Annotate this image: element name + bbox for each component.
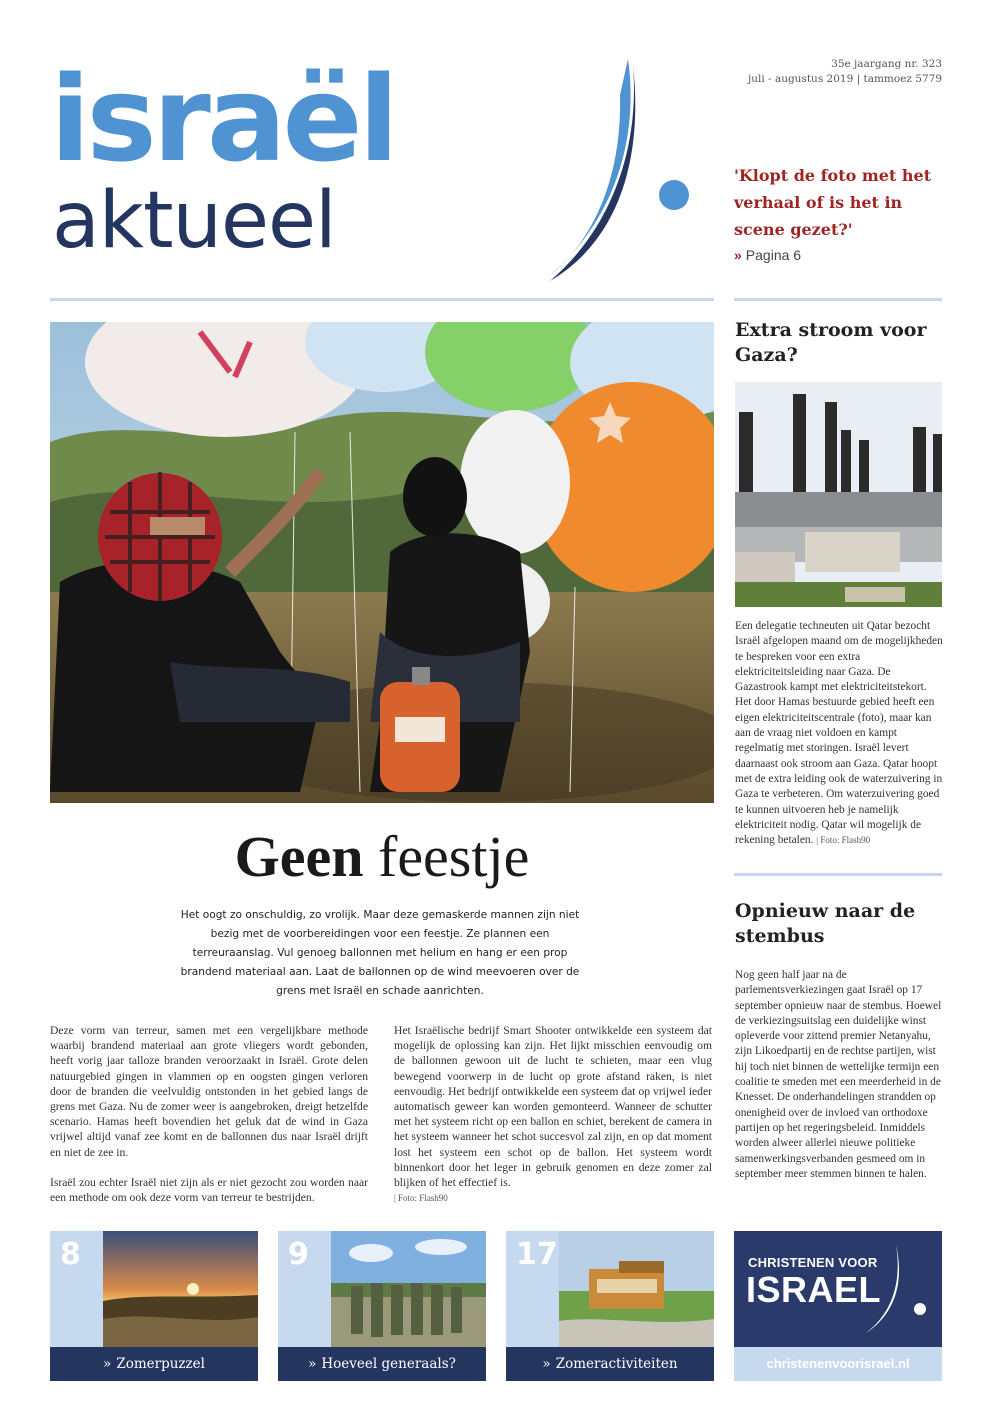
issue-date: juli - augustus 2019 | tammoez 5779 (747, 73, 942, 85)
sidebar-divider-middle (734, 873, 942, 876)
christenen-voor-israel-ad[interactable] (734, 1231, 942, 1381)
sidebar-story2-title: Opnieuw naar de stembus (735, 900, 916, 947)
lead-col1-paragraph-2: Israël zou echter Israël niet zijn als er niet gezocht zou worden naar een methode om ook deze vorm van terreur te bestrijden. (50, 1175, 368, 1205)
chevron-right-icon: » (308, 1356, 317, 1372)
chevron-right-icon: » (542, 1356, 551, 1372)
balloons-photo (50, 322, 714, 803)
teaser-box-zomeractiviteiten[interactable] (506, 1231, 714, 1381)
lead-column-1 (50, 1023, 368, 1205)
lead-intro: Het oogt zo onschuldig, zo vrolijk. Maar deze gemaskerde mannen zijn niet bezig met de voorbereidingen voor een feestje. Ze plannen een terreuraanslag. Vul genoeg ballonnen met helium en hang er een prop brandend materiaal aan. Laat de ballonnen op de wind meevoeren over de grens met Israël en schade aanrichten. (180, 909, 580, 997)
logo-swoosh-icon (540, 55, 700, 285)
sidebar-story2-text: Nog geen half jaar na de parlementsverkiezingen gaat Israël op 17 september opnieuw naar de stembus. Hoewel de verkiezingsuitslag een duidelijke winst opleverde voor zittend premier Netanyahu, zijn Likoedpartij en de rechtse partijen, wist hij toch niet binnen de wettelijke termijn een coalitie te smeden met een meerderheid in de Knesset. De onderhandelingen strandden op onenigheid over de invloed van orthodoxe partijen op het regeringsbeleid. Inmiddels worden alweer allerlei nieuwe politieke samenwerkingsverbanden gesmeed om in september meer stemmen binnen te halen. (735, 969, 942, 1180)
sunset-photo (103, 1231, 258, 1347)
lead-col2-text: Het Israëlische bedrijf Smart Shooter ontwikkelde een systeem dat mogelijk de oplossing kan zijn. Het lijkt misschien eenvoudig om de ballonnen gewoon uit de lucht te schieten, maar een vlug bewegend voorwerp in de lucht op grote afstand raken, is niet eenvoudig. Het bedrijf ontwikkelde een systeem dat op vrijwel ieder automatisch geweer kan worden gemonteerd. Wanneer de schutter met het systeem richt op een ballon en schiet, berekent de camera in het systeem wanneer het schot succesvol zal zijn, en op dat moment lost het systeem een schot op de ballon. Het systeem wordt binnenkort door het leger in gebruik genomen en deze zomer zal blijken of het effectief is. (394, 1024, 712, 1190)
issue-number: 35e jaargang nr. 323 (831, 58, 942, 70)
sidebar-divider-top (734, 298, 942, 301)
logo-aktueel-text: aktueel (52, 176, 336, 266)
lead-headline (50, 825, 714, 889)
teaser-box-zomerpuzzel[interactable] (50, 1231, 258, 1381)
sidebar-story1-credit: | Foto: Flash90 (816, 835, 871, 846)
teaser-page-number: 9 (288, 1237, 309, 1272)
cvi-swoosh-icon (862, 1243, 932, 1335)
masthead-logo (50, 50, 510, 270)
sidebar-story1-body: Een delegatie techneuten uit Qatar bezocht Israël afgelopen maand om de mogelijkheden te bespreken voor een extra elektriciteitsleiding naar Gaza. De Gazastrook kampt met elektriciteitstekort. Het door Hamas bestuurde gebied heeft een eigen elektriciteitscentrale (foto), maar kan aan de vraag niet voldoen en kampt regelmatig met storingen. Israël levert daarnaast ook stroom aan Gaza. Qatar hoopt met de extra leiding ook de waterzuivering in Gaza te verbeteren. Om waterzuivering goed te kunnen uitvoeren heb je namelijk elektriciteit nodig. Qatar wil mogelijk de rekening betalen. (735, 620, 943, 847)
lead-photo-credit: | Foto: Flash90 (394, 1193, 448, 1204)
chevron-right-icon: » (734, 247, 742, 263)
teaser-bar-zomerpuzzel[interactable] (50, 1347, 258, 1381)
teaser-bar-zomeractiviteiten[interactable] (506, 1347, 714, 1381)
headline-bold: Geen (234, 824, 364, 889)
chevron-right-icon: » (103, 1356, 112, 1372)
issue-info (748, 57, 942, 87)
logo-israel-text: israël (50, 50, 395, 188)
cvi-logo-big: ISRAEL (746, 1269, 882, 1310)
cvi-logo-top: CHRISTENEN VOOR (748, 1255, 878, 1270)
teaser-box-generaals[interactable] (278, 1231, 486, 1381)
masthead-divider (50, 298, 714, 301)
teaser-label: Zomerpuzzel (116, 1356, 205, 1372)
lead-column-2 (394, 1023, 712, 1206)
power-plant-photo (735, 382, 942, 607)
soldiers-photo (331, 1231, 486, 1347)
sidebar-story1-title: Extra stroom voor Gaza? (735, 319, 927, 366)
teaser-quote: 'Klopt de foto met het verhaal of is het in scene gezet?' (734, 166, 932, 239)
headline-rest: feestje (378, 824, 530, 889)
sidebar-story1-text (735, 619, 945, 848)
teaser-page-number: 8 (60, 1237, 81, 1272)
lead-col1-paragraph-1: Deze vorm van terreur, samen met een vergelijkbare methode waarbij brandend materiaal aan grote vliegers wordt gebonden, heeft vorig jaar talloze branden veroorzaakt in Israël. Grote delen natuurgebied gingen in vlammen op en oogsten gingen verloren door de branden die veelvuldig ontstonden in het gebied langs de grens met Gaza. Nu de zomer weer is aangebroken, dreigt hetzelfde scenario. Hamas heeft bovendien het geluk dat de wind in Gaza vrijwel altijd vanaf zee komt en de ballonnen dus naar Israël drijft en niet de zee in. (50, 1024, 368, 1159)
cvi-url-link[interactable]: christenenvoorisrael.nl (734, 1347, 942, 1381)
teaser-page-number: 17 (516, 1237, 558, 1272)
teaser-label: Zomeractiviteiten (555, 1356, 678, 1372)
lead-col2-paragraph-1 (394, 1023, 712, 1206)
teaser-page-label: Pagina 6 (745, 247, 802, 263)
teaser-page-link[interactable] (734, 247, 954, 263)
teaser-label: Hoeveel generaals? (321, 1356, 456, 1372)
cover-teaser[interactable] (734, 162, 954, 263)
building-photo (559, 1231, 714, 1347)
teaser-bar-generaals[interactable] (278, 1347, 486, 1381)
